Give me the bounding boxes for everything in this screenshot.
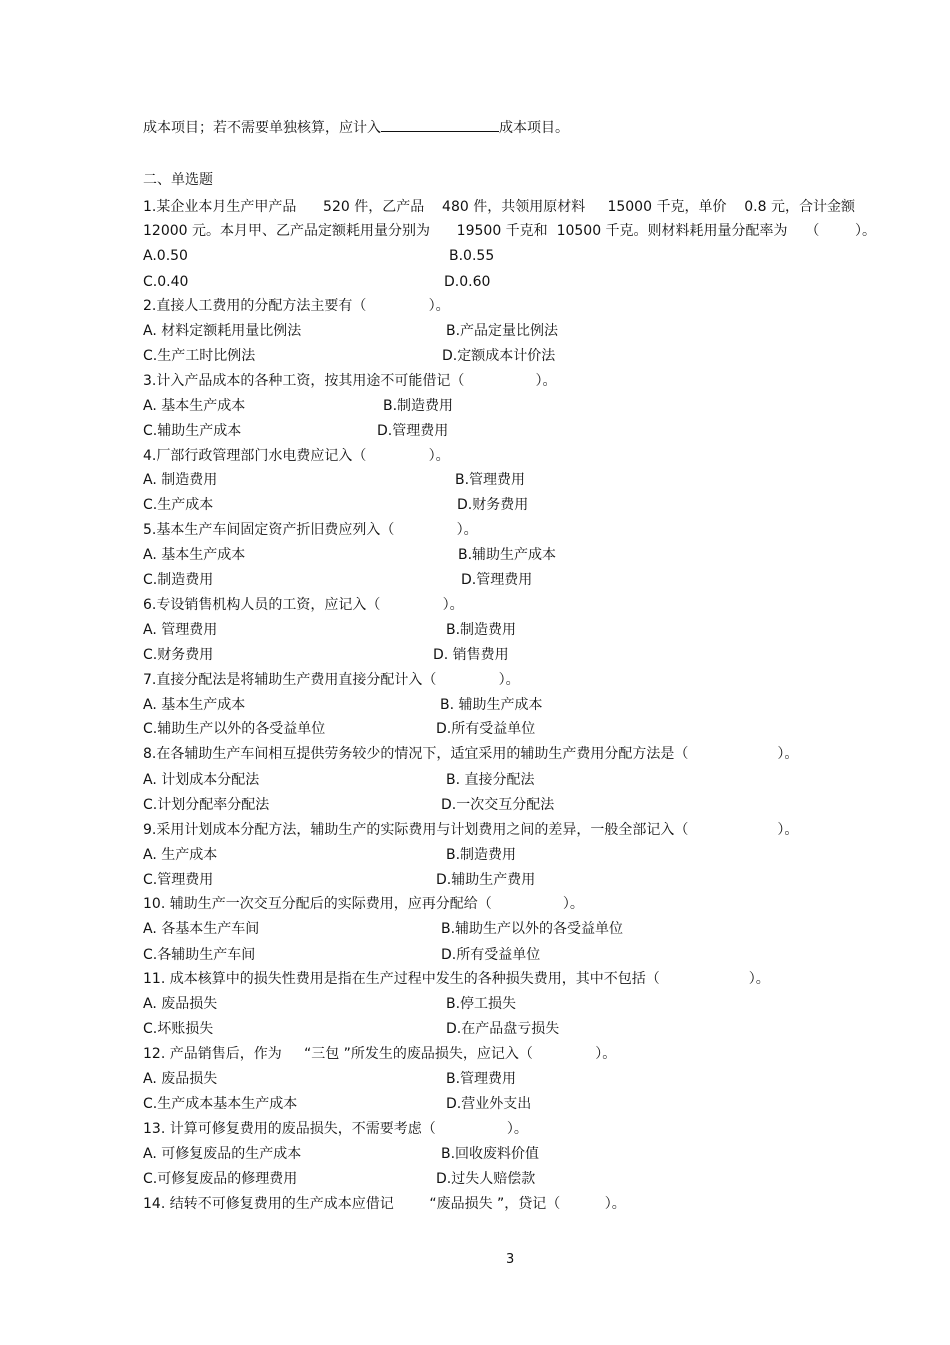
question-9-option-a: A. 生产成本	[143, 847, 218, 863]
question-11-option-c: C.坏账损失	[143, 1021, 214, 1037]
question-9-stem: 9.采用计划成本分配方法，辅助生产的实际费用与计划费用之间的差异，一般全部记入（ ）。	[143, 822, 799, 838]
question-11-stem: 11. 成本核算中的损失性费用是指在生产过程中发生的各种损失费用，其中不包括（ ）。	[143, 971, 770, 987]
question-1-option-a: A.0.50	[143, 248, 188, 264]
intro-text-before: 成本项目；若不需要单独核算，应计入	[143, 120, 381, 136]
question-1-option-c: C.0.40	[143, 274, 189, 290]
question-3-option-c: C.辅助生产成本	[143, 423, 242, 439]
question-6-stem: 6.专设销售机构人员的工资，应记入（ ）。	[143, 597, 464, 613]
question-1-option-d: D.0.60	[444, 274, 491, 290]
question-2-stem: 2.直接人工费用的分配方法主要有（ ）。	[143, 298, 450, 314]
question-4-option-b: B.管理费用	[455, 472, 526, 488]
question-12-stem: 12. 产品销售后，作为 “三包 ”所发生的废品损失，应记入（ ）。	[143, 1046, 617, 1062]
question-9-option-c: C.管理费用	[143, 872, 214, 888]
question-5-stem: 5.基本生产车间固定资产折旧费应列入（ ）。	[143, 522, 478, 538]
question-8-option-d: D.一次交互分配法	[441, 797, 555, 813]
question-7-stem: 7.直接分配法是将辅助生产费用直接分配计入（ ）。	[143, 672, 520, 688]
question-10-option-a: A. 各基本生产车间	[143, 921, 260, 937]
question-13-option-d: D.过失人赔偿款	[436, 1171, 536, 1187]
question-9-option-d: D.辅助生产费用	[436, 872, 536, 888]
question-9-option-b: B.制造费用	[446, 847, 517, 863]
question-2-option-d: D.定额成本计价法	[442, 348, 556, 364]
question-12-option-b: B.管理费用	[446, 1071, 517, 1087]
question-5-option-b: B.辅助生产成本	[458, 547, 557, 563]
question-8-option-a: A. 计划成本分配法	[143, 772, 260, 788]
question-10-option-d: D.所有受益单位	[441, 947, 541, 963]
question-1-option-b: B.0.55	[449, 248, 495, 264]
question-13-option-a: A. 可修复废品的生产成本	[143, 1146, 302, 1162]
intro-line	[143, 119, 569, 137]
question-13-option-c: C.可修复废品的修理费用	[143, 1171, 298, 1187]
question-3-option-b: B.制造费用	[383, 398, 454, 414]
page-number: 3	[506, 1252, 515, 1267]
question-4-option-a: A. 制造费用	[143, 472, 218, 488]
question-7-option-d: D.所有受益单位	[436, 721, 536, 737]
question-1-stem-cont: 12000 元。本月甲、乙产品定额耗用量分别为 19500 千克和 10500 千克。则材料耗用量分配率为 （ ）。	[143, 223, 876, 239]
question-3-stem: 3.计入产品成本的各种工资，按其用途不可能借记（ ）。	[143, 373, 557, 389]
question-12-option-d: D.营业外支出	[446, 1096, 532, 1112]
question-14-stem: 14. 结转不可修复费用的生产成本应借记 “废品损失 ”，贷记（ ）。	[143, 1196, 626, 1212]
section-title: 二、单选题	[143, 172, 213, 188]
question-13-option-b: B.回收废料价值	[441, 1146, 540, 1162]
question-2-option-c: C.生产工时比例法	[143, 348, 256, 364]
question-4-stem: 4.厂部行政管理部门水电费应记入（ ）。	[143, 448, 450, 464]
question-3-option-a: A. 基本生产成本	[143, 398, 246, 414]
question-10-option-c: C.各辅助生产车间	[143, 947, 256, 963]
question-4-option-d: D.财务费用	[457, 497, 529, 513]
question-5-option-c: C.制造费用	[143, 572, 214, 588]
question-10-stem: 10. 辅助生产一次交互分配后的实际费用，应再分配给（ ）。	[143, 896, 584, 912]
answer-blank	[381, 119, 499, 132]
question-11-option-b: B.停工损失	[446, 996, 517, 1012]
question-11-option-a: A. 废品损失	[143, 996, 218, 1012]
question-4-option-c: C.生产成本	[143, 497, 214, 513]
question-7-option-b: B. 辅助生产成本	[440, 697, 543, 713]
intro-text-after: 成本项目。	[499, 120, 569, 136]
question-5-option-d: D.管理费用	[461, 572, 533, 588]
question-12-option-c: C.生产成本基本生产成本	[143, 1096, 298, 1112]
question-2-option-a: A. 材料定额耗用量比例法	[143, 323, 302, 339]
question-6-option-a: A. 管理费用	[143, 622, 218, 638]
question-13-stem: 13. 计算可修复费用的废品损失，不需要考虑（ ）。	[143, 1121, 528, 1137]
question-2-option-b: B.产品定量比例法	[446, 323, 559, 339]
question-8-option-b: B. 直接分配法	[446, 772, 535, 788]
question-3-option-d: D.管理费用	[377, 423, 449, 439]
question-11-option-d: D.在产品盘亏损失	[446, 1021, 560, 1037]
question-8-option-c: C.计划分配率分配法	[143, 797, 270, 813]
question-10-option-b: B.辅助生产以外的各受益单位	[441, 921, 624, 937]
question-7-option-a: A. 基本生产成本	[143, 697, 246, 713]
question-6-option-c: C.财务费用	[143, 647, 214, 663]
question-5-option-a: A. 基本生产成本	[143, 547, 246, 563]
question-6-option-b: B.制造费用	[446, 622, 517, 638]
question-1-stem: 1.某企业本月生产甲产品 520 件，乙产品 480 件，共领用原材料 15000 千克，单价 0.8 元，合计金额	[143, 199, 855, 215]
question-7-option-c: C.辅助生产以外的各受益单位	[143, 721, 326, 737]
question-8-stem: 8.在各辅助生产车间相互提供劳务较少的情况下，适宜采用的辅助生产费用分配方法是（ ）。	[143, 746, 799, 762]
question-12-option-a: A. 废品损失	[143, 1071, 218, 1087]
question-6-option-d: D. 销售费用	[433, 647, 509, 663]
